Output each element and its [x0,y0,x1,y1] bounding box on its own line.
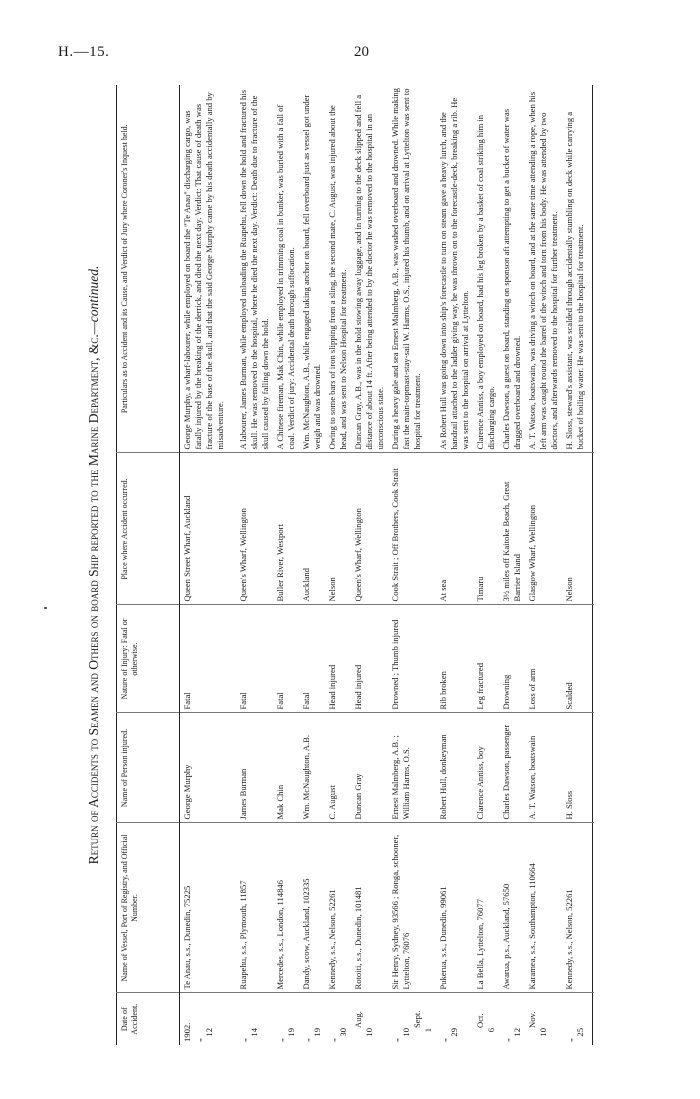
date-day: 10 [363,1028,374,1037]
cell-vessel: Karamea, s.s., Southampton, 110664 [525,823,562,993]
cell-place: Nelson [562,453,593,605]
cell-date [562,993,593,1045]
cell-place: Queen's Wharf, Wellington [351,453,388,605]
cell-date [351,993,388,1045]
cell-particulars: During a heavy gale and sea Ernest Malmberg, A.B., was washed overboard and drowned. While making fast the main-topmast-stay-sail W. Harms, O.S., injured his thumb, and on arrival at Lyttelton was sent to hospital for treatment. [389,88,422,450]
cell-place: Timaru [473,453,499,605]
date-day: 12 [511,1028,522,1037]
table-row [388,85,436,1045]
cell-vessel: La Bella, Lyttelton, 76077 [473,823,499,993]
cell-person: Ernest Malmberg, A.B. ; William Harms, O.S. [388,713,436,823]
cell-person: C. August [325,713,351,823]
cell-vessel: Kennedy, s.s., Nelson, 52261 [325,823,351,993]
date-day: 10 [537,1028,548,1037]
date-day: 19 [285,1028,296,1037]
cell-injury: Leg fractured [473,605,499,713]
accidents-table [116,85,594,1045]
date-day: 12 [204,1028,214,1037]
cell-place: Cook Strait ; Off Brothers, Cook Strait [388,453,436,605]
cell-injury: Rib broken [436,605,473,713]
cell-date [473,993,499,1045]
cell-place: 3½ miles off Kaitoke Beach, Great Barrier Island [499,453,525,605]
date-day: 10 [400,1028,411,1037]
cell-person: Mak Chin [273,713,299,823]
cell-particulars: A. T. Watson, boatswain, was driving a winch on board, and at the same time attending a rope, when his left arm was caught round the barrel of the winch and torn from his body. He was attended by two doctors, and afterwards removed to the hospital for further treatment. [526,91,559,450]
date-month: Sept. [411,1010,422,1028]
cell-vessel: Kennedy, s.s., Nelson, 52261 [562,823,593,993]
cell-date [273,993,299,1045]
cell-injury: Head injured [351,605,388,713]
cell-particulars: A Chinese fireman, Mak Chin, while employed in trimming coal in bunker, was buried with a fall of coal. Verdict of jury: Accidental death through suffocation. [274,104,296,450]
cell-injury: Loss of arm [525,605,562,713]
cell-person: A. T. Watson, boatswain [525,713,562,823]
header-particulars: Particulars as to Accident and its Cause, and Verdict of Jury where Coroner's Inquest held. [117,85,180,453]
rotated-table-page [86,85,642,1045]
cell-place: Nelson [325,453,351,605]
cell-place: Queen Street Wharf, Auckland [180,453,236,605]
document-reference: H.—15. [58,44,110,60]
date-day: 14 [248,1028,259,1037]
page-number: 20 [354,44,369,60]
cell-person: Robert Hull, donkeyman [436,713,473,823]
cell-vessel: Awarua, p.s., Auckland, 57650 [499,823,525,993]
cell-injury: Head injured [325,605,351,713]
table-row [525,85,562,1045]
cell-person: H. Sloss [562,713,593,823]
date-month: Aug. [352,1011,363,1028]
table-row [562,85,593,1045]
cell-date [525,993,562,1045]
table-title-main: Return of Accidents to Seamen and Others on board Ship reported to the Marine Department, &c. [86,334,101,865]
cell-particulars: George Murphy, a wharf-labourer, while employed on board the "Te Anau" discharging cargo, was fatally injured by the breaking of the derrick, and died the next day. Verdict: That cause of death was fracture of the base of the skull, and that the said George Murphy came by his death accidentally and by misadventure. [182,92,225,450]
table-row [273,85,299,1045]
cell-injury: Scalded [562,605,593,713]
date-day: 1 [422,1028,433,1033]
cell-vessel: Rotoiti, s.s., Dunedin, 101481 [351,823,388,993]
cell-particulars: As Robert Hull was going down into ship's forecastle to turn on steam gave a heavy lurch, and the handrail attached to the ladder giving way, he was thrown on to the forecastle-deck, breaking a rib. He was sent to the hospital on arrival at Lyttelton. [437,97,470,450]
date-ditto: „ [437,1038,448,1042]
cell-date [499,993,525,1045]
cell-date [180,993,236,1045]
cell-particulars: Wm. McNaughton, A.B., while engaged taking anchor on board, fell overboard just as vessel got under weigh and was drowned. [300,94,322,450]
cell-place: Queen's Wharf, Wellington [236,453,273,605]
cell-date [299,993,325,1045]
header-injury: Nature of Injury: Fatal or otherwise. [117,605,180,713]
table-title [86,85,112,1045]
cell-injury: Fatal [180,605,236,713]
date-year: 1902. [182,1022,192,1042]
cell-person: Charles Dawson, passenger [499,713,525,823]
table-bottom-rule [592,85,594,1045]
date-month: Nov. [526,1011,537,1028]
header-person: Name of Person injured. [117,713,180,823]
cell-place: Auckland [299,453,325,605]
table-row [299,85,325,1045]
cell-particulars: Charles Dawson, a guest on board, standing on sponson aft attempting to get a bucket of water was dragged overboard and drowned. [500,108,522,450]
cell-vessel: Sir Henry, Sydney, 93566 ; Ronga, schooner, Lyttelton, 76076 [388,823,436,993]
cell-vessel: Te Anau, s.s., Dunedin, 75225 [180,823,236,993]
cell-person: Clarence Anniss, boy [473,713,499,823]
date-day: 19 [311,1028,322,1037]
date-ditto: „ [237,1038,248,1042]
date-ditto: „ [274,1038,285,1042]
table-header-row [117,85,180,1045]
date-ditto: „ [193,1038,203,1042]
date-month: Oct. [474,1013,485,1028]
cell-injury: Fatal [299,605,325,713]
table-row [499,85,525,1045]
cell-vessel: Ruapehu, s.s., Plymouth, 11857 [236,823,273,993]
table-row [180,85,236,1045]
table-row [436,85,473,1045]
date-day: 30 [337,1028,348,1037]
cell-person: Wm. McNaughton, A.B. [299,713,325,823]
date-ditto: „ [389,1038,400,1042]
cell-place: Buller River, Westport [273,453,299,605]
date-ditto: „ [300,1038,311,1042]
cell-particulars: Owing to some bars of iron slipping from a sling, the second mate, C. August, was injured about the head, and was sent to Nelson Hospital for treatment. [326,105,348,450]
cell-vessel: Mercedes, s.s., London, 114846 [273,823,299,993]
cell-date [436,993,473,1045]
cell-place: At sea [436,453,473,605]
cell-date [236,993,273,1045]
cell-injury: Drowned ; Thumb injured [388,605,436,713]
header-place: Place where Accident occurred. [117,453,180,605]
date-day: 6 [485,1028,496,1033]
cell-vessel: Pukerua, s.s., Dunedin, 99061 [436,823,473,993]
cell-person: Duncan Gray [351,713,388,823]
header-date: Date of Accident. [117,993,180,1045]
cell-injury: Fatal [273,605,299,713]
date-ditto: „ [563,1038,574,1042]
header-vessel: Name of Vessel, Port of Registry, and Official Number. [117,823,180,993]
table-row [325,85,351,1045]
cell-person: George Murphy [180,713,236,823]
table-title-continued: —continued. [86,265,101,335]
date-ditto: „ [326,1038,337,1042]
date-ditto: „ [500,1038,511,1042]
cell-place: Glasgow Wharf, Wellington [525,453,562,605]
print-speck [44,607,47,609]
table-row [236,85,273,1045]
table-row [351,85,388,1045]
date-day: 29 [448,1028,459,1037]
cell-vessel: Dandy, scow, Auckland, 102335 [299,823,325,993]
cell-date [325,993,351,1045]
cell-particulars: A labourer, James Burman, while employed unloading the Ruapehu, fell down the hold and fractured his skull. He was removed to the hospital, where he died the next day. Verdict: Death due to fracture of the skull caused by falling down the hold. [237,89,270,450]
cell-injury: Drowning [499,605,525,713]
cell-particulars: Clarence Anniss, a boy employed on board, had his leg broken by a basket of coal striking him in discharging cargo. [474,114,496,450]
table-row [473,85,499,1045]
cell-particulars: H. Sloss, steward's assistant, was scalded through accidentally stumbling on deck while carrying a bucket of boiling water. He was sent to the hospital for treatment. [563,111,585,450]
cell-particulars: Duncan Gray, A.B., was in the hold stowing away luggage, and in turning to the deck slipped and fell a distance of about 14 ft. After being attended to by the doctor he was removed to the hospital in an unconscious state. [352,94,385,450]
cell-injury: Fatal [236,605,273,713]
cell-person: James Burman [236,713,273,823]
date-day: 25 [574,1028,585,1037]
cell-date [388,993,436,1045]
